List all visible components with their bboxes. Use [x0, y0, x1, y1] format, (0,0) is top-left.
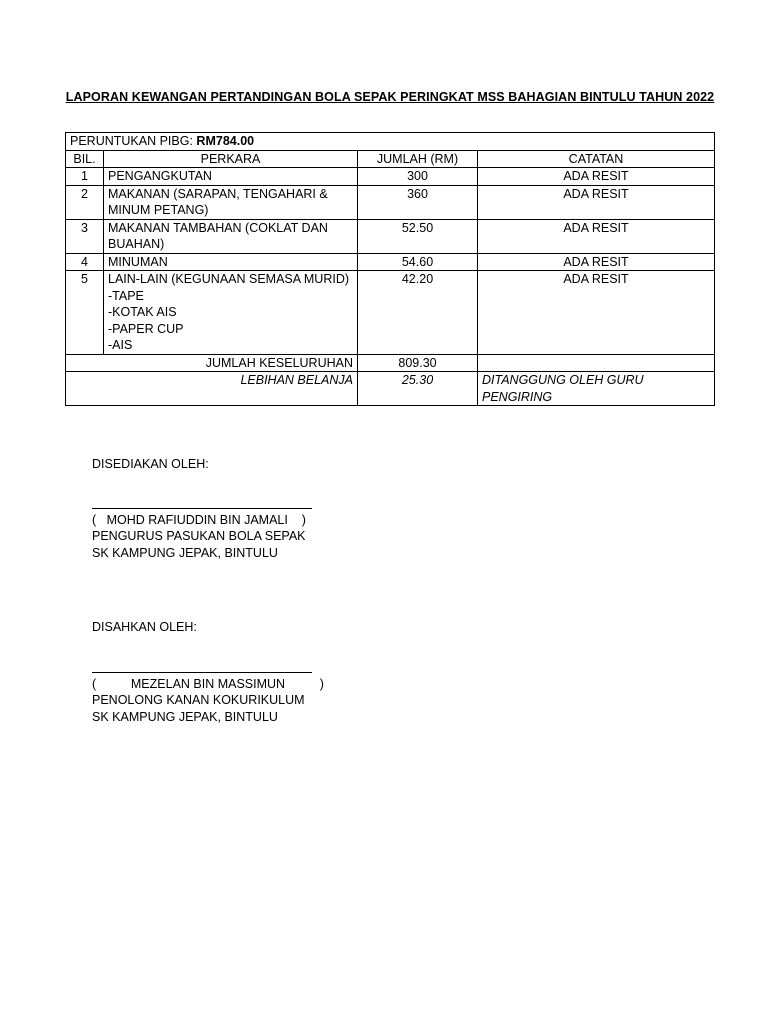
- row-perkara: MAKANAN (SARAPAN, TENGAHARI & MINUM PETANG): [104, 185, 358, 219]
- page-title: LAPORAN KEWANGAN PERTANDINGAN BOLA SEPAK PERINGKAT MSS BAHAGIAN BINTULU TAHUN 2022: [65, 90, 715, 104]
- prepared-by-name: ( MOHD RAFIUDDIN BIN JAMALI ): [92, 512, 306, 527]
- row-perkara: MINUMAN: [104, 253, 358, 271]
- table-row: [66, 219, 715, 253]
- row-bil: 1: [66, 168, 104, 186]
- row-jumlah: 54.60: [358, 253, 478, 271]
- prepared-by-school: SK KAMPUNG JEPAK, BINTULU: [92, 545, 278, 560]
- table-row: [66, 185, 715, 219]
- row-bil: 3: [66, 219, 104, 253]
- header-catatan: CATATAN: [478, 150, 715, 168]
- prepared-by-position: PENGURUS PASUKAN BOLA SEPAK: [92, 529, 306, 543]
- table-row: [66, 271, 715, 355]
- table-row: [66, 168, 715, 186]
- sub-item: -AIS: [108, 338, 133, 352]
- approved-by-position: PENOLONG KANAN KOKURIKULUM: [92, 693, 305, 707]
- row-jumlah: 52.50: [358, 219, 478, 253]
- total-value: 809.30: [358, 354, 478, 372]
- overspend-row: [66, 372, 715, 406]
- row-perkara-with-subitems: [104, 271, 358, 355]
- prepared-by-heading: DISEDIAKAN OLEH:: [92, 457, 209, 471]
- header-bil: BIL.: [66, 150, 104, 168]
- total-label: JUMLAH KESELURUHAN: [66, 354, 358, 372]
- row-bil: 2: [66, 185, 104, 219]
- approved-by-name: ( MEZELAN BIN MASSIMUN ): [92, 676, 324, 691]
- row-bil: 4: [66, 253, 104, 271]
- row-jumlah: 300: [358, 168, 478, 186]
- row-catatan: ADA RESIT: [478, 219, 715, 253]
- total-note: [478, 354, 715, 372]
- row-catatan: ADA RESIT: [478, 271, 715, 355]
- overspend-note: DITANGGUNG OLEH GURU PENGIRING: [478, 372, 715, 406]
- row-perkara: LAIN-LAIN (KEGUNAAN SEMASA MURID): [108, 272, 350, 286]
- sub-item: -PAPER CUP: [108, 321, 184, 336]
- row-jumlah: 360: [358, 185, 478, 219]
- financial-report-table: [65, 132, 715, 406]
- header-row: [66, 150, 715, 168]
- sub-item: -KOTAK AIS: [108, 305, 177, 319]
- row-catatan: ADA RESIT: [478, 185, 715, 219]
- row-bil: 5: [66, 271, 104, 355]
- overspend-value: 25.30: [358, 372, 478, 406]
- approved-by-school: SK KAMPUNG JEPAK, BINTULU: [92, 709, 278, 724]
- overspend-label: LEBIHAN BELANJA: [66, 372, 358, 406]
- prepared-by-block: [92, 456, 412, 561]
- total-row: [66, 354, 715, 372]
- row-perkara: MAKANAN TAMBAHAN (COKLAT DAN BUAHAN): [104, 219, 358, 253]
- row-jumlah: 42.20: [358, 271, 478, 355]
- header-jumlah: JUMLAH (RM): [358, 150, 478, 168]
- allocation-cell: [66, 133, 715, 151]
- row-catatan: ADA RESIT: [478, 253, 715, 271]
- table-row: [66, 253, 715, 271]
- sub-item: -TAPE: [108, 288, 144, 303]
- allocation-value: RM784.00: [196, 134, 255, 148]
- allocation-label: PERUNTUKAN PIBG:: [70, 134, 193, 148]
- header-perkara: PERKARA: [104, 150, 358, 168]
- allocation-row: [66, 133, 715, 151]
- approved-by-heading: DISAHKAN OLEH:: [92, 620, 197, 634]
- row-perkara: PENGANGKUTAN: [104, 168, 358, 186]
- row-catatan: ADA RESIT: [478, 168, 715, 186]
- approved-by-block: [92, 619, 412, 725]
